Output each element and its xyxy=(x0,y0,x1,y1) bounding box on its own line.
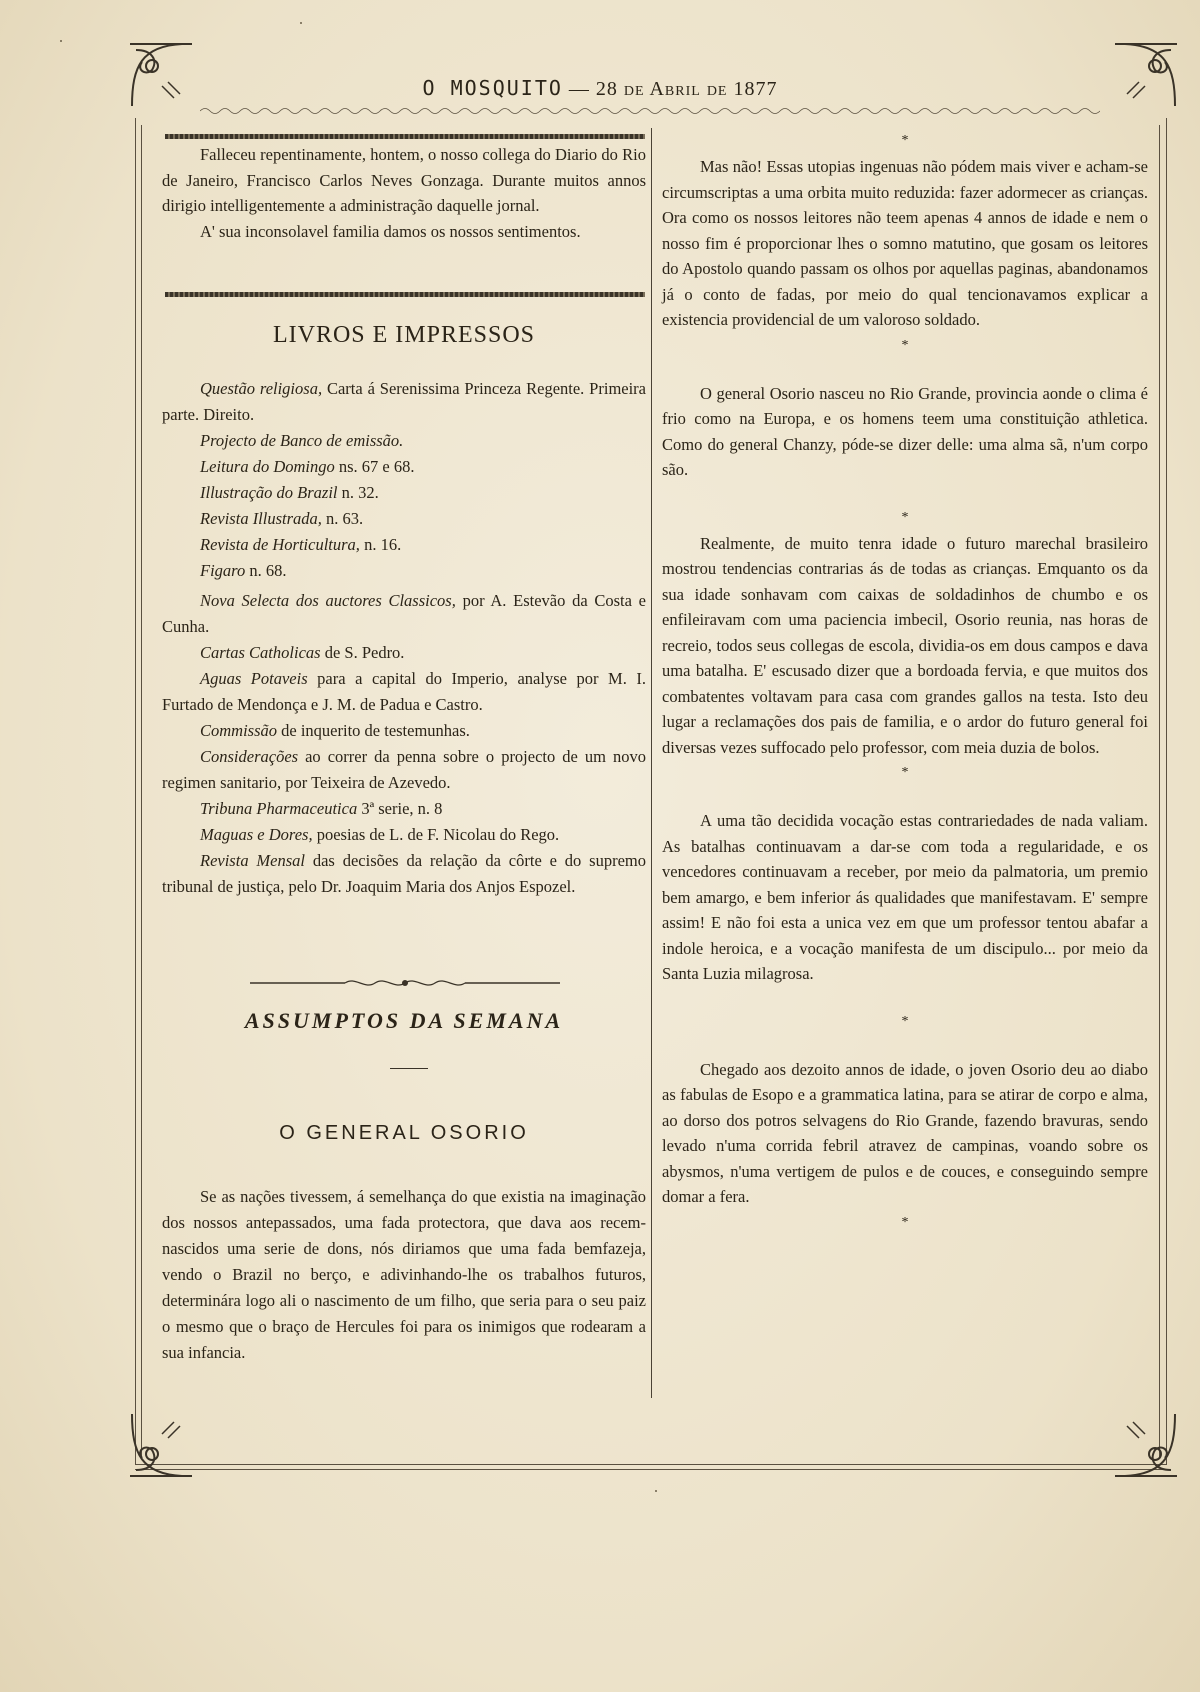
section-ornament xyxy=(250,976,560,990)
newspaper-title: O MOSQUITO xyxy=(422,76,563,100)
book-details: ao correr da penna sobre o projecto de um novo regimen sanitario, por Teixeira de Azevedo. xyxy=(162,747,646,792)
article-paragraph: Realmente, de muito tenra idade o futuro marechal brasileiro mostrou tendencias contrarias ás de todas as crianças. Emquanto os da sua idade sonhavam com caixas de soldadinhos de chumbo e os enfileiravam com uma paciencia imbecil, Osorio reunia, nas horas de recreio, todos seus collegas de escola, dividia-os em dous campos e dava uma batalha. E' escusado dizer que a bordoada fervia, e que muitos dos combatentes voltavam para casa com grandes gallos na testa. Isto deu lugar a reclamações dos pais de familia, e o ardor do futuro general foi diversas vezes suffocado pelo professor, com meia duzia de bolos. xyxy=(662,533,1148,757)
page-frame-bottom-rule xyxy=(135,1469,1165,1470)
header-dash: — xyxy=(568,78,590,100)
header-wave-rule xyxy=(200,106,1100,116)
section-title-assumptos: ASSUMPTOS DA SEMANA xyxy=(244,1008,564,1033)
book-entry xyxy=(162,640,646,666)
column-divider xyxy=(651,128,652,1398)
book-entry xyxy=(162,480,646,506)
article-paragraph: A uma tão decidida vocação estas contrariedades de nada valiam. As batalhas continuavam a dar-se com toda a regularidade, e os vencedores continuavam a receber, por meio da palmatoria, um premio bem amargo, e bem inferior ás qualidades que manifestavam. E' sempre assim! E não foi esta a unica vez em que um professor tentou abafar a indole heroica, e a vocação manifesta de um discipulo... por meio da Santa Luzia milagrosa. xyxy=(662,811,1148,983)
book-title: Leitura do Domingo xyxy=(200,457,335,476)
book-title: Revista Illustrada, xyxy=(200,509,322,528)
book-entry xyxy=(162,796,646,822)
book-details: poesias de L. de F. Nicolau do Rego. xyxy=(312,825,560,844)
article-paragraph: Chegado aos dezoito annos de idade, o joven Osorio deu ao diabo as fabulas de Esopo e a grammatica latina, para se atirar de corpo e alma, ao dorso dos potros selvagens do Rio Grande, fazendo bravuras, sendo levado n'uma corrida febril atravez de campinas, voando sobre os abysmos, n'uma vertigem de pulos e de couces, e conseguindo sempre domar a fera. xyxy=(662,1059,1148,1206)
book-entry xyxy=(162,666,646,718)
short-rule xyxy=(390,1068,428,1069)
article-continuation xyxy=(662,128,1148,1236)
book-title: Projecto de Banco de emissão. xyxy=(200,431,404,450)
ink-speck xyxy=(655,1490,657,1492)
corner-ornament-bottom-left xyxy=(122,1404,202,1484)
book-title: Tribuna Pharmaceutica xyxy=(200,799,358,818)
book-entry xyxy=(162,558,646,584)
book-entry xyxy=(162,744,646,796)
issue-date: 28 de Abril de 1877 xyxy=(595,78,778,100)
book-title: Aguas Potaveis xyxy=(200,669,308,688)
book-title: Considerações xyxy=(200,747,299,766)
book-title: Revista de Horticultura, xyxy=(200,535,360,554)
book-details: para a capital do Imperio, analyse por M. I. Furtado de Mendonça e J. M. de Padua e Castro. xyxy=(162,669,646,714)
obituary-notice xyxy=(162,142,646,244)
book-details: n. 32. xyxy=(337,483,379,502)
book-details: n. 63. xyxy=(321,509,364,528)
article-paragraph: O general Osorio nasceu no Rio Grande, provincia aonde o clima é frio como na Europa, e os homens teem uma constituição athletica. Como do general Chanzy, póde-se dizer delle: uma alma sã, n'um corpo são. xyxy=(662,383,1148,479)
frame-inner-right-rule xyxy=(1159,125,1160,1459)
book-entry xyxy=(162,376,646,428)
section-star: * xyxy=(901,1013,909,1029)
book-details: n. 68. xyxy=(245,561,287,580)
book-entry xyxy=(162,588,646,640)
book-entry xyxy=(162,718,646,744)
corner-ornament-top-right xyxy=(1105,36,1185,116)
article-title: O GENERAL OSORIO xyxy=(279,1122,529,1144)
book-title: Illustração do Brazil xyxy=(200,483,338,502)
obituary-paragraph: A' sua inconsolavel familia damos os nossos sentimentos. xyxy=(200,221,581,241)
section-star: * xyxy=(901,133,909,148)
section-star: * xyxy=(901,1214,909,1230)
book-details: 3ª serie, n. 8 xyxy=(357,799,443,818)
book-details: Carta á Serenissima Princeza Regente. Primeira parte. Direito. xyxy=(162,379,646,424)
section-star: * xyxy=(901,337,909,353)
obituary-bottom-rule xyxy=(165,292,645,297)
book-entry xyxy=(162,428,646,454)
book-title: Maguas e Dores, xyxy=(200,825,313,844)
books-list xyxy=(162,376,646,900)
corner-ornament-bottom-right xyxy=(1105,1404,1185,1484)
book-entry xyxy=(162,454,646,480)
book-title: Figaro xyxy=(200,561,246,580)
book-entry xyxy=(162,822,646,848)
obituary-top-rule xyxy=(165,134,645,139)
book-details: n. 16. xyxy=(359,535,402,554)
corner-ornament-top-left xyxy=(122,36,202,116)
article-paragraph: Se as nações tivessem, á semelhança do que existia na imaginação dos nossos antepassados, uma fada protectora, que dava aos recem-nascidos uma serie de dons, nós diriamos que uma fada bemfazeja, vendo o Brazil no berço, e adivinhando-lhe os trabalhos futuros, determinára logo ali o nascimento de um filho, que seria para o seu paiz o mesmo que o braço de Hercules foi para os inimigos que rodearam a sua infancia. xyxy=(162,1187,646,1362)
book-title: Commissão xyxy=(200,721,278,740)
frame-inner-left-rule xyxy=(141,125,142,1459)
book-details: de S. Pedro. xyxy=(320,643,405,662)
book-entry xyxy=(162,532,646,558)
book-details: das decisões da relação da côrte e do supremo tribunal de justiça, pelo Dr. Joaquim Maria dos Anjos Espozel. xyxy=(162,851,646,896)
section-star: * xyxy=(901,509,909,525)
book-title: Revista Mensal xyxy=(200,851,305,870)
obituary-paragraph: Falleceu repentinamente, hontem, o nosso collega do Diario do Rio de Janeiro, Francisco Carlos Neves Gonzaga. Durante muitos annos dirigio intelligentemente a administração daquelle jornal. xyxy=(162,145,646,215)
book-details: por A. Estevão da Costa e Cunha. xyxy=(162,591,646,636)
book-details: de inquerito de testemunhas. xyxy=(277,721,470,740)
book-entry xyxy=(162,506,646,532)
section-title-livros: LIVROS E IMPRESSOS xyxy=(272,322,536,348)
article-intro xyxy=(162,1184,646,1366)
book-details: ns. 67 e 68. xyxy=(334,457,415,476)
article-paragraph: Mas não! Essas utopias ingenuas não pódem mais viver e acham-se circumscriptas a uma orbita muito reduzida: fazer adormecer as crianças. Ora como os nossos leitores não teem apenas 4 annos de idade e nem o nosso fim é proporcionar lhes o somno matutino, que gosam os leitores do Apostolo quando passam os olhos por aquellas paginas, abandonamos já o conto de fadas, por meio do qual tencionavamos explicar a existencia providencial de um valoroso soldado. xyxy=(662,157,1148,329)
book-title: Nova Selecta dos auctores Classicos, xyxy=(200,591,456,610)
book-entry xyxy=(162,848,646,900)
book-title: Questão religiosa, xyxy=(200,379,323,398)
book-title: Cartas Catholicas xyxy=(200,643,321,662)
section-star: * xyxy=(901,765,909,780)
ink-speck xyxy=(300,22,302,24)
ink-speck xyxy=(60,40,62,42)
